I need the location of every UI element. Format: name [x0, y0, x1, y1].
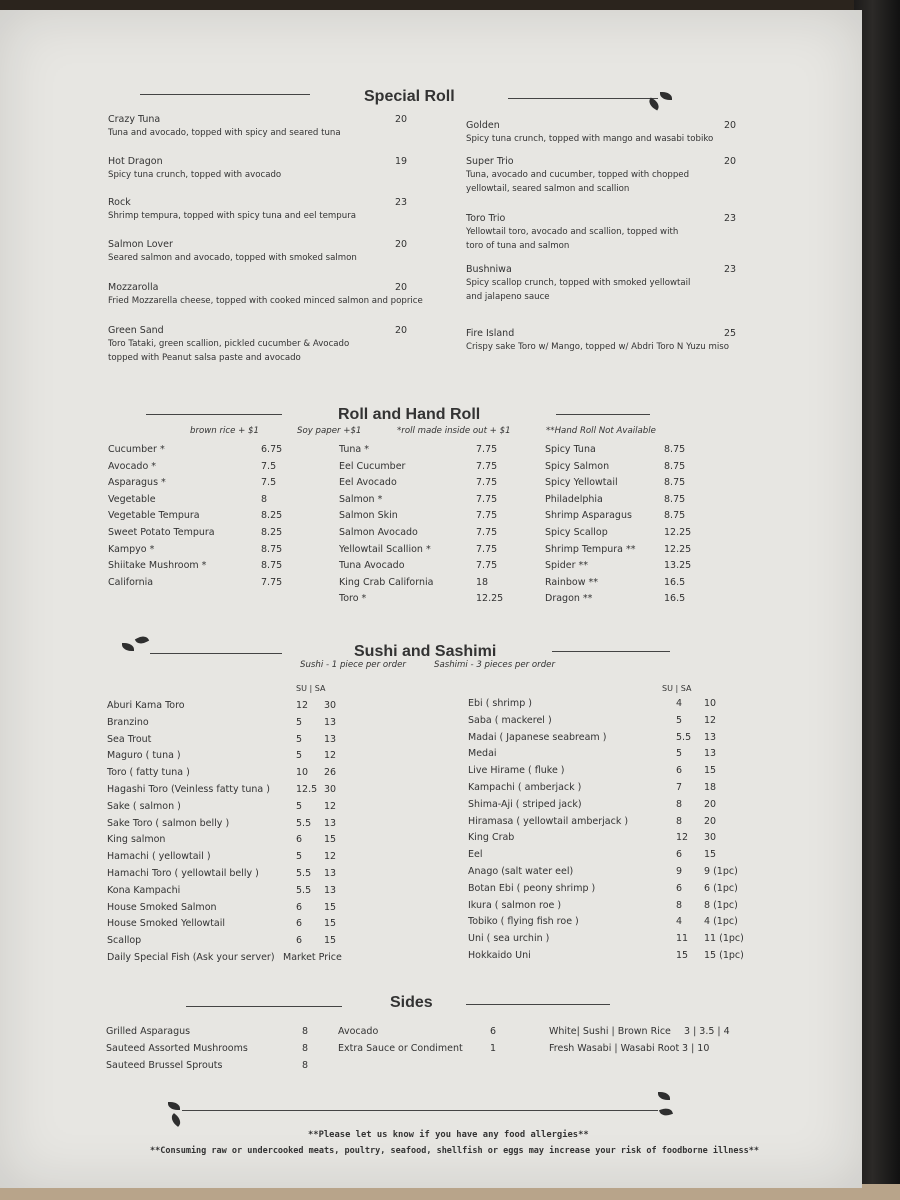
roll-name: Spicy Tuna	[545, 444, 596, 455]
sushi-price: 6	[676, 765, 683, 777]
special-roll-price: 25	[724, 328, 737, 339]
roll-name: Spicy Yellowtail	[545, 477, 618, 489]
roll-name: Vegetable	[108, 493, 156, 505]
sushi-price: 5	[676, 714, 683, 726]
side-item-name: Sauteed Brussel Sprouts	[106, 1060, 223, 1071]
sashimi-price: 20	[704, 815, 717, 827]
sashimi-price: 15	[704, 849, 717, 861]
roll-hand-roll-title: Roll and Hand Roll	[338, 406, 481, 423]
sushi-price: 15	[676, 950, 689, 961]
special-roll-name: Super Trio	[466, 156, 514, 167]
roll-name: Cucumber *	[108, 444, 165, 455]
roll-name: Shrimp Tempura **	[545, 543, 636, 555]
roll-price: 7.5	[261, 460, 277, 472]
divider-line	[466, 1004, 610, 1005]
special-roll-price: 23	[724, 213, 737, 224]
sushi-price: 6	[676, 849, 683, 861]
sushi-item-name: Botan Ebi ( peony shrimp )	[468, 882, 596, 894]
leaf-ornament-icon	[659, 1106, 673, 1118]
roll-price: 7.75	[476, 477, 498, 489]
roll-name: Toro *	[339, 593, 367, 605]
leaf-ornament-icon	[660, 92, 672, 100]
sushi-price: 4	[676, 698, 683, 709]
sashimi-price: 20	[704, 798, 717, 810]
sashimi-price: 15	[324, 901, 337, 913]
leaf-ornament-icon	[647, 98, 661, 111]
roll-name: Salmon *	[339, 493, 383, 505]
special-roll-description: Seared salmon and avocado, topped with smoked salmon	[108, 253, 357, 263]
roll-name: Spicy Scallop	[545, 527, 608, 538]
sushi-item-name: Scallop	[107, 935, 142, 947]
roll-name: Salmon Skin	[339, 510, 398, 522]
roll-name: Shiitake Mushroom *	[108, 560, 207, 572]
sashimi-price: 15 (1pc)	[704, 950, 744, 961]
sushi-price: Market Price	[283, 952, 342, 963]
roll-price: 8	[261, 493, 268, 505]
roll-name: Rainbow **	[545, 576, 599, 588]
sushi-price: 5	[676, 748, 683, 760]
roll-price: 8.25	[261, 510, 283, 522]
special-roll-price: 20	[724, 156, 737, 167]
sashimi-price: 12	[324, 851, 337, 863]
sushi-item-name: Hamachi Toro ( yellowtail belly )	[107, 868, 259, 879]
sashimi-price: 6 (1pc)	[704, 882, 738, 894]
leaf-ornament-icon	[169, 1113, 183, 1127]
sushi-price: 9	[676, 866, 683, 877]
brown-rice-note: brown rice + $1	[190, 426, 259, 436]
sushi-item-name: Ebi ( shrimp )	[468, 698, 532, 709]
special-roll-description: Toro Tataki, green scallion, pickled cucumber & Avocado	[108, 339, 350, 349]
roll-name: Vegetable Tempura	[108, 510, 200, 522]
sushi-item-name: Maguro ( tuna )	[107, 750, 181, 762]
sashimi-price: 13	[324, 868, 337, 879]
sushi-item-name: Aburi Kama Toro	[107, 700, 185, 711]
sashimi-price: 13	[704, 731, 717, 743]
side-item-price: 3 | 3.5 | 4	[684, 1026, 730, 1037]
sushi-price: 8	[676, 815, 683, 827]
roll-price: 18	[476, 576, 489, 588]
leaf-ornament-icon	[658, 1092, 670, 1100]
special-roll-name: Crazy Tuna	[108, 114, 161, 125]
roll-price: 6.75	[261, 444, 283, 455]
sushi-price: 12.5	[296, 784, 318, 795]
sashimi-price: 13	[324, 884, 337, 896]
sushi-price: 10	[296, 767, 309, 779]
special-roll-name: Bushniwa	[466, 264, 512, 275]
side-item-name: Grilled Asparagus	[106, 1026, 191, 1037]
roll-name: Eel Avocado	[339, 477, 397, 489]
hand-roll-note: **Hand Roll Not Available	[546, 426, 656, 436]
sushi-note: Sushi - 1 piece per order	[300, 660, 406, 670]
sashimi-price: 8 (1pc)	[704, 899, 738, 911]
side-item-price: 8	[302, 1060, 309, 1071]
divider-line	[508, 98, 658, 99]
sushi-item-name: Anago (salt water eel)	[468, 866, 574, 877]
menu-page	[0, 10, 862, 1188]
side-item-name: Extra Sauce or Condiment	[338, 1043, 463, 1054]
special-roll-name: Mozzarolla	[108, 282, 159, 293]
special-roll-name: Fire Island	[466, 328, 515, 339]
special-roll-description: Tuna and avocado, topped with spicy and seared tuna	[108, 128, 341, 138]
sushi-item-name: Sake Toro ( salmon belly )	[107, 817, 230, 829]
roll-price: 12.25	[476, 593, 504, 605]
roll-price: 16.5	[664, 576, 686, 588]
special-roll-description: Yellowtail toro, avocado and scallion, topped with	[466, 227, 679, 237]
roll-name: Kampyo *	[108, 543, 155, 555]
sashimi-price: 30	[324, 784, 337, 795]
leaf-ornament-icon	[168, 1102, 180, 1110]
sashimi-price: 10	[704, 698, 717, 709]
sashimi-price: 13	[324, 716, 337, 728]
sashimi-price: 12	[324, 750, 337, 762]
special-roll-description: Spicy scallop crunch, topped with smoked yellowtail	[466, 278, 691, 288]
roll-price: 8.25	[261, 527, 283, 538]
sashimi-price: 12	[324, 800, 337, 812]
roll-name: Sweet Potato Tempura	[108, 527, 215, 538]
sushi-item-name: Ikura ( salmon roe )	[468, 899, 562, 911]
roll-name: Spicy Salmon	[545, 460, 610, 472]
sushi-item-name: Eel	[468, 849, 483, 861]
special-roll-description: and jalapeno sauce	[466, 292, 550, 302]
sashimi-price: 15	[324, 935, 337, 947]
leaf-ornament-icon	[122, 643, 134, 651]
special-roll-description: Shrimp tempura, topped with spicy tuna and eel tempura	[108, 211, 356, 221]
sushi-item-name: Kampachi ( amberjack )	[468, 782, 582, 793]
sushi-item-name: Tobiko ( flying fish roe )	[468, 916, 579, 928]
sushi-price: 5	[296, 750, 303, 762]
special-roll-title: Special Roll	[364, 88, 455, 105]
raw-food-warning: **Consuming raw or undercooked meats, poultry, seafood, shellfish or eggs may increase your risk of foodborne illness**	[150, 1146, 759, 1156]
divider-line	[150, 653, 282, 654]
roll-price: 7.5	[261, 477, 277, 489]
sushi-item-name: Uni ( sea urchin )	[468, 933, 550, 945]
sushi-price: 5	[296, 851, 303, 863]
roll-price: 8.75	[261, 543, 283, 555]
sushi-price: 5.5	[676, 731, 692, 743]
sushi-item-name: Shima-Aji ( striped jack)	[468, 798, 582, 810]
special-roll-price: 20	[724, 120, 737, 131]
divider-line	[140, 94, 310, 95]
leaf-ornament-icon	[135, 634, 149, 647]
sashimi-price: 13	[324, 817, 337, 829]
sushi-item-name: House Smoked Salmon	[107, 901, 217, 913]
sushi-price: 5.5	[296, 884, 312, 896]
roll-name: California	[108, 576, 154, 588]
sushi-item-name: Branzino	[107, 716, 149, 728]
roll-price: 8.75	[664, 477, 686, 489]
sushi-item-name: Madai ( Japanese seabream )	[468, 731, 607, 743]
sushi-item-name: Hagashi Toro (Veinless fatty tuna )	[107, 784, 270, 795]
roll-price: 7.75	[476, 527, 498, 538]
soy-paper-note: Soy paper +$1	[297, 426, 362, 436]
roll-price: 8.75	[664, 460, 686, 472]
allergy-notice: **Please let us know if you have any food allergies**	[308, 1130, 589, 1140]
sashimi-price: 30	[324, 700, 337, 711]
special-roll-price: 20	[395, 325, 408, 336]
roll-name: Salmon Avocado	[339, 527, 418, 538]
sushi-price: 8	[676, 798, 683, 810]
sushi-price: 6	[296, 834, 303, 846]
side-item-price: 1	[490, 1043, 497, 1054]
divider-line	[556, 414, 650, 415]
roll-name: Spider **	[545, 560, 589, 572]
roll-price: 12.25	[664, 527, 692, 538]
sushi-item-name: House Smoked Yellowtail	[107, 918, 226, 930]
side-item-name: Avocado	[338, 1026, 379, 1037]
sushi-price: 6	[296, 935, 303, 947]
sushi-item-name: King salmon	[107, 834, 166, 846]
special-roll-name: Toro Trio	[466, 213, 506, 224]
special-roll-description: Crispy sake Toro w/ Mango, topped w/ Abdri Toro N Yuzu miso	[466, 342, 729, 352]
sushi-item-name: Sake ( salmon )	[107, 800, 181, 812]
roll-name: Yellowtail Scallion *	[339, 543, 431, 555]
roll-price: 8.75	[664, 510, 686, 522]
roll-price: 7.75	[476, 444, 498, 455]
roll-name: Shrimp Asparagus	[545, 510, 632, 522]
special-roll-price: 20	[395, 239, 408, 250]
roll-price: 7.75	[476, 510, 498, 522]
sushi-item-name: Live Hirame ( fluke )	[468, 765, 565, 777]
sushi-price: 6	[676, 882, 683, 894]
sushi-price: 4	[676, 916, 683, 928]
special-roll-name: Golden	[466, 120, 500, 131]
special-roll-description: Tuna, avocado and cucumber, topped with chopped	[466, 170, 690, 180]
su-sa-header-right: SU | SA	[662, 684, 692, 693]
special-roll-name: Hot Dragon	[108, 156, 163, 167]
sushi-price: 6	[296, 901, 303, 913]
sashimi-price: 30	[704, 832, 717, 844]
roll-name: Dragon **	[545, 593, 593, 605]
special-roll-price: 23	[395, 197, 408, 208]
sashimi-price: 13	[324, 733, 337, 745]
su-sa-header-left: SU | SA	[296, 684, 326, 693]
special-roll-name: Green Sand	[108, 325, 164, 336]
sushi-sashimi-title: Sushi and Sashimi	[354, 643, 497, 660]
special-roll-name: Rock	[108, 197, 131, 208]
sushi-price: 12	[676, 832, 689, 844]
divider-line	[186, 1006, 342, 1007]
special-roll-description: Fried Mozzarella cheese, topped with cooked minced salmon and poprice	[108, 296, 423, 306]
sushi-price: 5	[296, 716, 303, 728]
sushi-item-name: Kona Kampachi	[107, 884, 181, 896]
sushi-price: 12	[296, 700, 309, 711]
sashimi-price: 4 (1pc)	[704, 916, 738, 928]
sashimi-price: 13	[704, 748, 717, 760]
side-item-price: 8	[302, 1043, 309, 1054]
sashimi-price: 9 (1pc)	[704, 866, 738, 877]
roll-price: 7.75	[476, 560, 498, 572]
special-roll-price: 19	[395, 156, 408, 167]
side-item-price: 3 | 10	[682, 1043, 710, 1054]
sashimi-price: 12	[704, 714, 717, 726]
divider-line	[182, 1110, 658, 1111]
sashimi-price: 11 (1pc)	[704, 933, 744, 945]
sushi-item-name: Saba ( mackerel )	[468, 714, 552, 726]
roll-name: Tuna Avocado	[339, 560, 405, 572]
side-item-price: 6	[490, 1026, 497, 1037]
roll-price: 7.75	[261, 576, 283, 588]
roll-price: 7.75	[476, 543, 498, 555]
sushi-price: 8	[676, 899, 683, 911]
sashimi-price: 15	[324, 834, 337, 846]
sashimi-price: 15	[704, 765, 717, 777]
sushi-item-name: Hiramasa ( yellowtail amberjack )	[468, 815, 629, 827]
sushi-price: 7	[676, 782, 683, 793]
sides-title: Sides	[390, 994, 433, 1011]
special-roll-description: toro of tuna and salmon	[466, 241, 570, 251]
roll-price: 7.75	[476, 460, 498, 472]
special-roll-description: Spicy tuna crunch, topped with avocado	[108, 170, 282, 180]
roll-name: King Crab California	[339, 576, 434, 588]
divider-line	[552, 651, 670, 652]
special-roll-description: topped with Peanut salsa paste and avocado	[108, 353, 301, 363]
sushi-item-name: Medai	[468, 748, 497, 760]
roll-price: 12.25	[664, 543, 692, 555]
sushi-price: 5	[296, 733, 303, 745]
roll-name: Avocado *	[108, 460, 157, 472]
sushi-price: 11	[676, 933, 689, 945]
sashimi-price: 15	[324, 918, 337, 930]
roll-price: 8.75	[261, 560, 283, 572]
roll-name: Asparagus *	[108, 477, 166, 489]
sashimi-price: 18	[704, 782, 717, 793]
sushi-item-name: King Crab	[468, 832, 515, 844]
sushi-item-name: Toro ( fatty tuna )	[107, 767, 190, 779]
side-item-name: Sauteed Assorted Mushrooms	[106, 1043, 248, 1054]
side-item-name: White| Sushi | Brown Rice	[549, 1026, 671, 1037]
divider-line	[146, 414, 282, 415]
special-roll-description: Spicy tuna crunch, topped with mango and wasabi tobiko	[466, 134, 714, 144]
sashimi-price: 26	[324, 767, 337, 779]
roll-name: Eel Cucumber	[339, 460, 406, 472]
sushi-price: 5.5	[296, 868, 312, 879]
special-roll-price: 23	[724, 264, 737, 275]
roll-price: 16.5	[664, 593, 686, 605]
roll-price: 8.75	[664, 444, 686, 455]
special-roll-price: 20	[395, 114, 408, 125]
sushi-item-name: Daily Special Fish (Ask your server)	[107, 952, 275, 963]
sushi-item-name: Sea Trout	[107, 733, 152, 745]
inside-out-note: *roll made inside out + $1	[397, 426, 511, 436]
roll-price: 13.25	[664, 560, 692, 572]
roll-name: Tuna *	[339, 444, 369, 455]
special-roll-price: 20	[395, 282, 408, 293]
roll-name: Philadelphia	[545, 493, 603, 505]
sushi-price: 6	[296, 918, 303, 930]
side-item-name: Fresh Wasabi | Wasabi Root	[549, 1043, 680, 1054]
sushi-item-name: Hokkaido Uni	[468, 950, 531, 961]
sushi-price: 5	[296, 800, 303, 812]
sashimi-note: Sashimi - 3 pieces per order	[434, 660, 555, 670]
side-item-price: 8	[302, 1026, 309, 1037]
roll-price: 7.75	[476, 493, 498, 505]
sushi-price: 5.5	[296, 817, 312, 829]
special-roll-description: yellowtail, seared salmon and scallion	[466, 184, 630, 194]
special-roll-name: Salmon Lover	[108, 239, 173, 250]
sushi-item-name: Hamachi ( yellowtail )	[107, 851, 211, 863]
roll-price: 8.75	[664, 493, 686, 505]
